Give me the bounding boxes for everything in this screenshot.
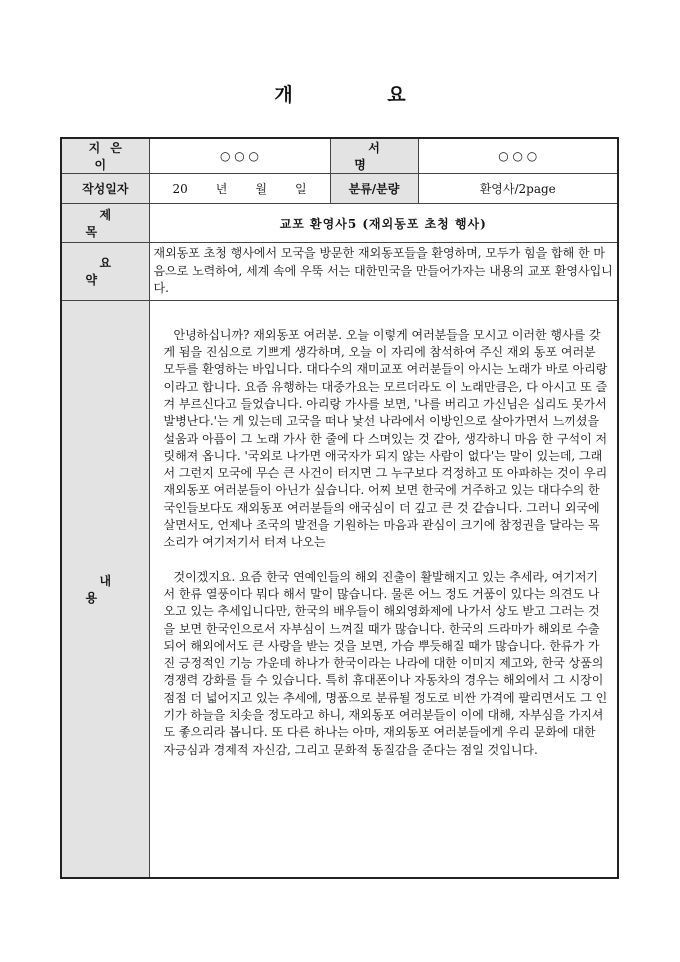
date-year-unit: 년	[215, 182, 228, 196]
author-value: ○ ○ ○	[149, 138, 330, 174]
subject-row	[61, 204, 618, 243]
date-value	[149, 174, 330, 204]
date-label: 작성일자	[61, 174, 149, 204]
summary-label: 요 약	[61, 243, 149, 301]
category-label: 분류/분량	[330, 174, 418, 204]
signature-label: 서 명	[330, 138, 418, 174]
date-year: 20	[172, 182, 188, 196]
signature-value: ○ ○ ○	[418, 138, 618, 174]
content-row	[61, 300, 618, 878]
content-body	[149, 300, 618, 878]
page-title: 개 요	[274, 84, 450, 106]
subject-value: 교포 환영사5 (재외동포 초청 행사)	[149, 204, 618, 243]
category-value: 환영사/2page	[418, 174, 618, 204]
summary-row	[61, 243, 618, 301]
subject-label: 제 목	[61, 204, 149, 243]
content-paragraph-2: 것이겠지요. 요즘 한국 연예인들의 해외 진출이 활발해지고 있는 추세라, 여기저기서 한류 열풍이다 뭐다 해서 말이 많습니다. 물론 어느 정도 거품이 있다는 의견도 나오고 있는 추세입니다만, 한국의 배우들이 해외영화제에 나가서 상도 받고 그러는 것을 보면 한국인으로서 자부심이 느껴질 때가 많습니다. 한국의 드라마가 해외로 수출되어 해외에서도 큰 사랑을 받는 것을 보면, 가슴 뿌듯해질 때가 많습니다. 한류가 가진 긍정적인 기능 가운데 하나가 한국이라는 나라에 대한 이미지 제고와, 한국 상품의 경쟁력 강화를 들 수 있습니다. 특히 휴대폰이나 자동차의 경우는 해외에서 그 시장이 점점 더 넓어지고 있는 추세에, 명품으로 분류될 정도로 비싼 가격에 팔리면서도 그 인기가 하늘을 치솟을 정도라고 하니, 재외동포 여러분들이 이에 대해, 자부심을 가지셔도 좋으리라 봅니다. 또 다른 하나는 아마, 재외동포 여러분들에게 우리 문화에 대한 자긍심과 경제적 자신감, 그리고 문화적 동질감을 준다는 점일 것입니다.	[163, 569, 608, 757]
date-row	[61, 174, 618, 204]
overview-form-table	[60, 137, 619, 879]
content-label: 내 용	[61, 300, 149, 878]
date-month-unit: 월	[255, 182, 267, 196]
author-row	[61, 138, 618, 174]
summary-text: 재외동포 초청 행사에서 모국을 방문한 재외동포들을 환영하며, 모두가 힘을 합해 한 마음으로 노력하여, 세계 속에 우뚝 서는 대한민국을 만들어가자는 내용의 교포 환영사입니다.	[149, 243, 618, 301]
content-paragraph-1: 안녕하십니까? 재외동포 여러분. 오늘 이렇게 여러분들을 모시고 이러한 행사를 갖게 됨을 진심으로 기쁘게 생각하며, 오늘 이 자리에 참석하여 주신 재외 동포 여러분 모두를 환영하는 바입니다. 대다수의 재미교포 여러분들이 아시는 노래가 바로 아리랑이라고 합니다. 요즘 유행하는 대중가요는 모르더라도 이 노래만큼은, 다 아시고 또 즐겨 부르신다고 들었습니다. 아리랑 가사를 보면, '나를 버리고 가신님은 십리도 못가서 발병난다.'는 게 있는데 고국을 떠나 낯선 나라에서 이방인으로 살아가면서 느끼셨을 설움과 아픔이 그 노래 가사 한 줄에 다 스며있는 것 같아, 생각하니 마음 한 구석이 저릿해져 옵니다. '국외로 나가면 애국자가 되지 않는 사람이 없다'는 말이 있는데, 그래서 그런지 모국에 무슨 큰 사건이 터지면 그 누구보다 걱정하고 또 아파하는 것이 우리 재외동포 여러분들이 아닌가 싶습니다. 어찌 보면 한국에 거주하고 있는 대다수의 한국인들보다도 재외동포 여러분들의 애국심이 더 깊고 큰 것 같습니다. 그러니 외국에 살면서도, 언제나 조국의 발전을 기원하는 마음과 관심이 크기에 참정권을 달라는 목소리가 여기저기서 터져 나오는	[163, 327, 608, 550]
author-label: 지은이	[61, 138, 149, 174]
date-day-unit: 일	[294, 182, 307, 196]
